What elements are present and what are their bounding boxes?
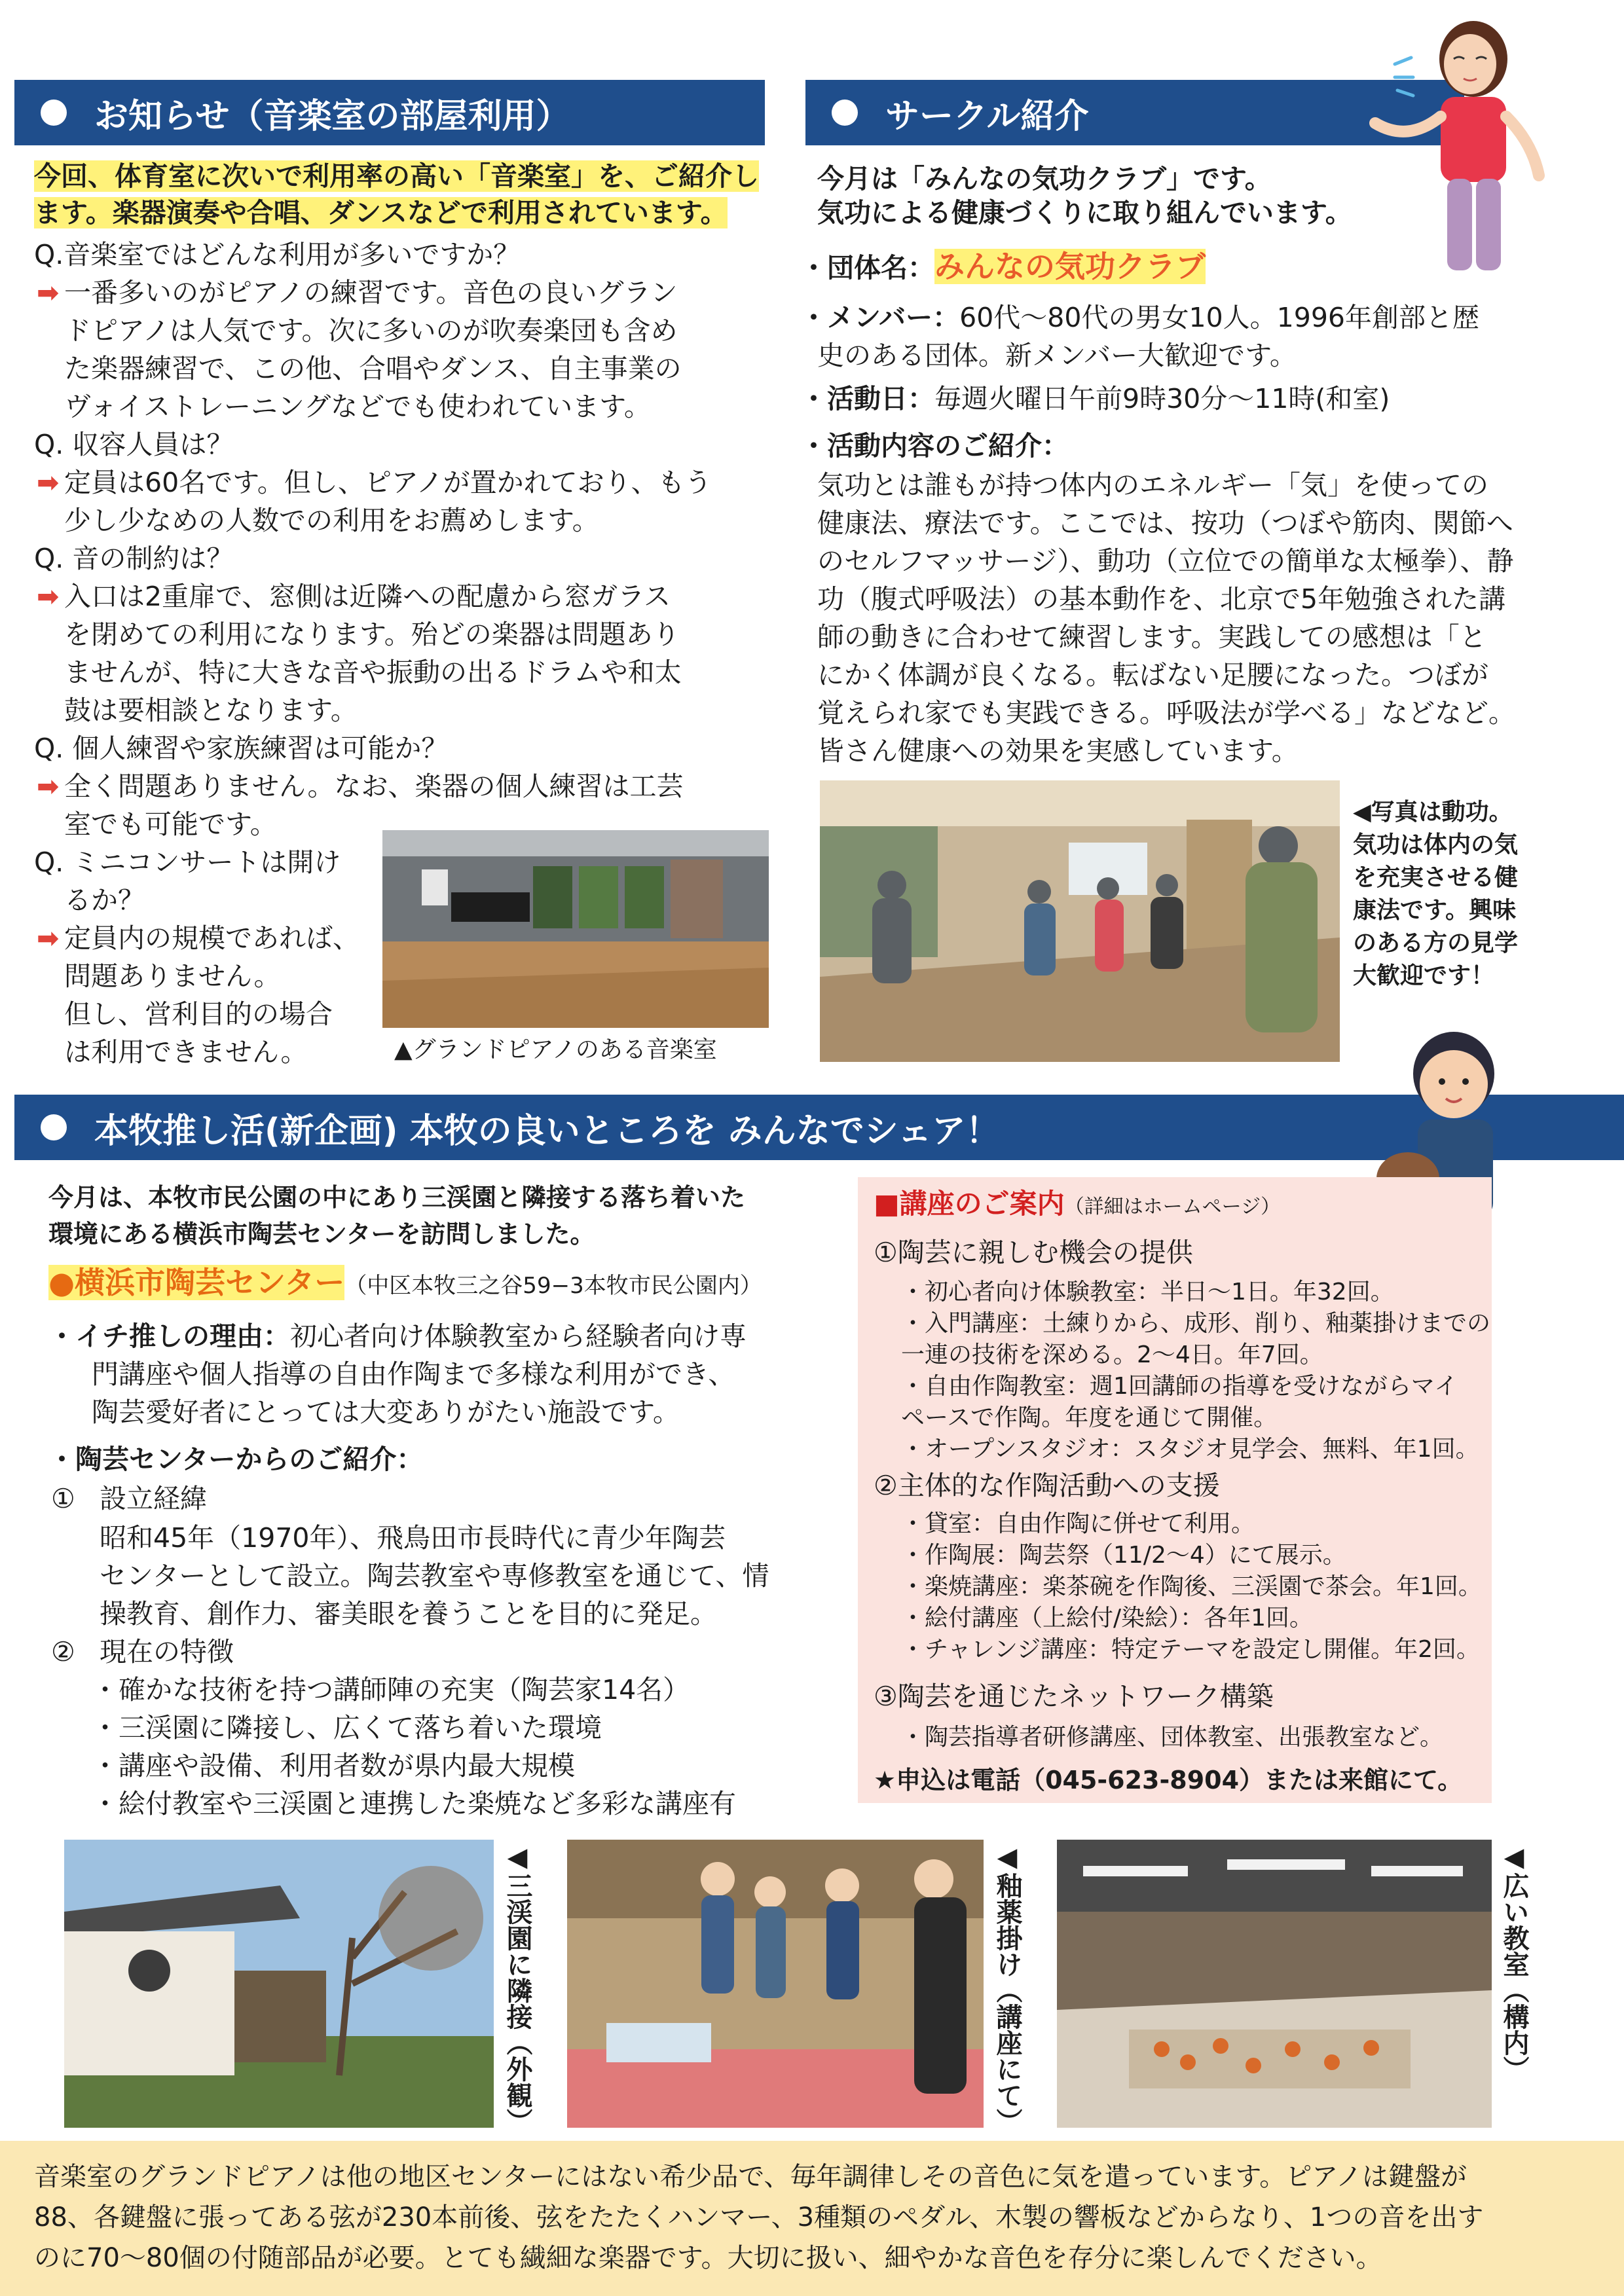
course-item: ・絵付講座（上絵付/染絵）：各年1回。 — [901, 1605, 1314, 1631]
question: Q. 収容人員は？ — [34, 429, 234, 460]
circle-content-line: 師の動きに合わせて練習します。実践しての感想は「と — [817, 621, 1486, 653]
oshirase-header — [14, 80, 765, 145]
circle-content-line: 皆さん健康への効果を実感しています。 — [817, 735, 1299, 767]
question: Q. 個人練習や家族練習は可能か？ — [34, 733, 449, 764]
oshirase-intro-2: ます。楽器演奏や合唱、ダンスなどで利用されています。 — [34, 197, 728, 228]
answer-line: ヴォイストレーニングなどでも使われています。 — [64, 391, 651, 422]
answer-line: 問題ありません。 — [64, 960, 281, 992]
facility-row — [48, 1264, 762, 1305]
arrow-icon: ➡ — [37, 581, 60, 612]
bullet-icon — [41, 1114, 67, 1140]
question: Q. 音の制約は？ — [34, 543, 234, 574]
circle-content-line: 功（腹式呼吸法）の基本動作を、北京で5年勉強された講 — [817, 583, 1506, 615]
oshikatsu-header-text: 本牧推し活(新企画) 本牧の良いところを みんなでシェア！ — [94, 1111, 1000, 1151]
facility-name: ●横浜市陶芸センター — [48, 1265, 345, 1300]
answer-line: 室でも可能です。 — [64, 809, 277, 840]
course-item: ・オープンスタジオ：スタジオ見学会、無料、年1回。 — [901, 1436, 1479, 1463]
course-item: ・チャレンジ講座：特定テーマを設定し開催。年2回。 — [901, 1636, 1481, 1663]
answer-line: 定員は60名です。但し、ピアノが置かれており、もう — [64, 467, 712, 498]
circle-content-label: ・活動内容のご紹介： — [800, 430, 1069, 462]
circle-content-line: にかく体調が良くなる。転ばない足腰になった。つぼが — [817, 659, 1488, 691]
answer-line: た楽器練習で、この他、合唱やダンス、自主事業の — [64, 353, 682, 384]
sankeien-exterior-photo — [64, 1840, 494, 2128]
course-item: ・貸室：自由作陶に併せて利用。 — [901, 1510, 1255, 1537]
center-intro-label: ・陶芸センターからのご紹介： — [48, 1444, 424, 1475]
music-room-caption: ▲グランドピアノのある音楽室 — [394, 1036, 717, 1063]
reason-line-3: 陶芸愛好者にとっては大変ありがたい施設です。 — [92, 1396, 680, 1428]
classroom-caption: ◀広い教室（構内） — [1499, 1842, 1529, 2082]
circle-content-line: のセルフマッサージ）、動功（立位での簡単な太極拳）、静 — [817, 545, 1514, 577]
sankeien-caption: ◀三渓園に隣接（外観） — [502, 1842, 532, 2134]
course-item: ・陶芸指導者研修講座、団体教室、出張教室など。 — [901, 1724, 1444, 1751]
circle-intro-1: 今月は「みんなの気功クラブ」です。 — [817, 163, 1272, 194]
oshirase-header-text: お知らせ（音楽室の部屋利用） — [94, 96, 570, 136]
history-line: 昭和45年（1970年）、飛鳥田市長時代に青少年陶芸 — [100, 1522, 726, 1554]
answer-line: は利用できません。 — [64, 1036, 308, 1068]
circle-name-row: ・団体名：みんなの気功クラブ — [800, 249, 1206, 284]
footer-line: のに70～80個の付随部品が必要。とても繊細な楽器です。大切に扱い、細やかな音色を存分に楽しんでください。 — [34, 2243, 1382, 2273]
classroom-photo — [1057, 1840, 1492, 2128]
arrow-icon: ➡ — [37, 922, 60, 954]
circle-intro-2: 気功による健康づくりに取り組んでいます。 — [817, 197, 1352, 228]
course-item: ペースで作陶。年度を通じて開催。 — [901, 1404, 1278, 1431]
answer-line: 少し少なめの人数での利用をお薦めします。 — [64, 505, 599, 536]
feature-item: ・絵付教室や三渓園と連携した楽焼など多彩な講座有 — [92, 1788, 736, 1819]
course-section-1: ①陶芸に親しむ機会の提供 — [874, 1237, 1193, 1268]
course-apply: ★申込は電話（045-623-8904）または来館にて。 — [874, 1766, 1463, 1795]
facility-address: （中区本牧三之谷59−3本牧市民公園内） — [344, 1273, 762, 1299]
course-title-row: ■講座のご案内（詳細はホームページ） — [874, 1188, 1281, 1220]
question: Q. ミニコンサートは開け — [34, 847, 341, 878]
course-item: 一連の技術を深める。2～4日。年7回。 — [901, 1341, 1323, 1368]
oshikatsu-intro-1: 今月は、本牧市民公園の中にあり三渓園と隣接する落ち着いた — [48, 1183, 746, 1212]
course-section-3: ③陶芸を通じたネットワーク構築 — [874, 1681, 1274, 1712]
feature-item: ・三渓園に隣接し、広くて落ち着いた環境 — [92, 1712, 602, 1743]
bullet-icon — [832, 100, 858, 126]
glazing-photo — [567, 1840, 984, 2128]
course-section-2: ②主体的な作陶活動への支援 — [874, 1470, 1220, 1501]
club-name: みんなの気功クラブ — [934, 249, 1206, 284]
circle-content-line: 気功とは誰もが持つ体内のエネルギー「気」を使っての — [817, 469, 1488, 501]
course-item: ・作陶展：陶芸祭（11/2～4）にて展示。 — [901, 1542, 1346, 1569]
history-line: 操教育、創作力、審美眼を養うことを目的に発足。 — [100, 1598, 717, 1630]
footer-line: 音楽室のグランドピアノは他の地区センターにはない希少品で、毎年調律しその音色に気を遣っています。ピアノは鍵盤が — [34, 2162, 1467, 2192]
answer-line: 全く問題ありません。なお、楽器の個人練習は工芸 — [64, 771, 684, 802]
answer-line: を閉めての利用になります。殆どの楽器は問題あり — [64, 619, 680, 650]
answer-line: 定員内の規模であれば、 — [64, 922, 360, 954]
history-title: 設立経緯 — [100, 1483, 207, 1514]
answer-line: 入口は2重扉で、窓側は近隣への配慮から窓ガラス — [64, 581, 671, 612]
qigong-photo — [820, 780, 1340, 1062]
answer-line: 鼓は要相談となります。 — [64, 695, 358, 726]
history-line: センターとして設立。陶芸教室や専修教室を通じて、情 — [100, 1560, 769, 1592]
circle-content-line: 覚えられ家でも実践できる。呼吸法が学べる」などなど。 — [817, 697, 1515, 729]
history-num: ① — [51, 1483, 75, 1514]
answer-line: 一番多いのがピアノの練習です。音色の良いグラン — [64, 277, 678, 308]
question-cont: るか？ — [64, 884, 145, 916]
course-item: ・自由作陶教室：週1回講師の指導を受けながらマイ — [901, 1373, 1458, 1400]
qigong-person-illustration — [1356, 12, 1545, 287]
course-item: ・初心者向け体験教室：半日～1日。年32回。 — [901, 1279, 1394, 1305]
feature-item: ・講座や設備、利用者数が県内最大規模 — [92, 1750, 575, 1781]
oshirase-intro-1: 今回、体育室に次いで利用率の高い「音楽室」を、ご紹介し — [34, 160, 759, 192]
circle-member-1: ・メンバー：60代～80代の男女10人。1996年創部と歴 — [800, 302, 1479, 333]
circle-header-text: サークル紹介 — [885, 96, 1089, 136]
bullet-icon — [41, 100, 67, 126]
arrow-icon: ➡ — [37, 277, 60, 308]
reason-line-2: 門講座や個人指導の自由作陶まで多様な利用ができ、 — [92, 1358, 735, 1390]
answer-line: 但し、営利目的の場合 — [64, 998, 333, 1030]
answer-line: ドピアノは人気です。次に多いのが吹奏楽団も含め — [64, 315, 678, 346]
feature-item: ・確かな技術を持つ講師陣の充実（陶芸家14名） — [92, 1674, 690, 1705]
question: Q.音楽室ではどんな利用が多いですか？ — [34, 239, 521, 270]
circle-content-line: 健康法、療法です。ここでは、按功（つぼや筋肉、関節へ — [817, 507, 1513, 539]
features-title: 現在の特徴 — [100, 1636, 234, 1667]
footer-line: 88、各鍵盤に張ってある弦が230本前後、弦をたたくハンマー、3種類のペダル、木製の響板などからなり、1つの音を出す — [34, 2202, 1484, 2232]
circle-member-2: 史のある団体。新メンバー大歓迎です。 — [817, 340, 1297, 371]
course-item: ・楽焼講座：楽茶碗を作陶後、三渓園で茶会。年1回。 — [901, 1573, 1482, 1600]
arrow-icon: ➡ — [37, 467, 60, 498]
circle-day: ・活動日：毎週火曜日午前9時30分～11時(和室) — [800, 383, 1390, 414]
answer-line: ませんが、特に大きな音や振動の出るドラムや和太 — [64, 657, 682, 688]
features-num: ② — [51, 1636, 75, 1667]
oshikatsu-intro-2: 環境にある横浜市陶芸センターを訪問しました。 — [48, 1220, 595, 1248]
course-item: ・入門講座：土練りから、成形、削り、釉薬掛けまでの — [901, 1310, 1491, 1337]
arrow-icon: ➡ — [37, 771, 60, 802]
music-room-photo — [382, 830, 769, 1028]
reason-line-1: ・イチ推しの理由：初心者向け体験教室から経験者向け専 — [48, 1321, 747, 1352]
qigong-caption: ◀写真は動功。 気功は体内の気 を充実させる健 康法です。興味 のある方の見学 大歓迎です！ — [1353, 799, 1519, 989]
glazing-caption: ◀釉薬掛け（講座にて） — [992, 1842, 1022, 2134]
